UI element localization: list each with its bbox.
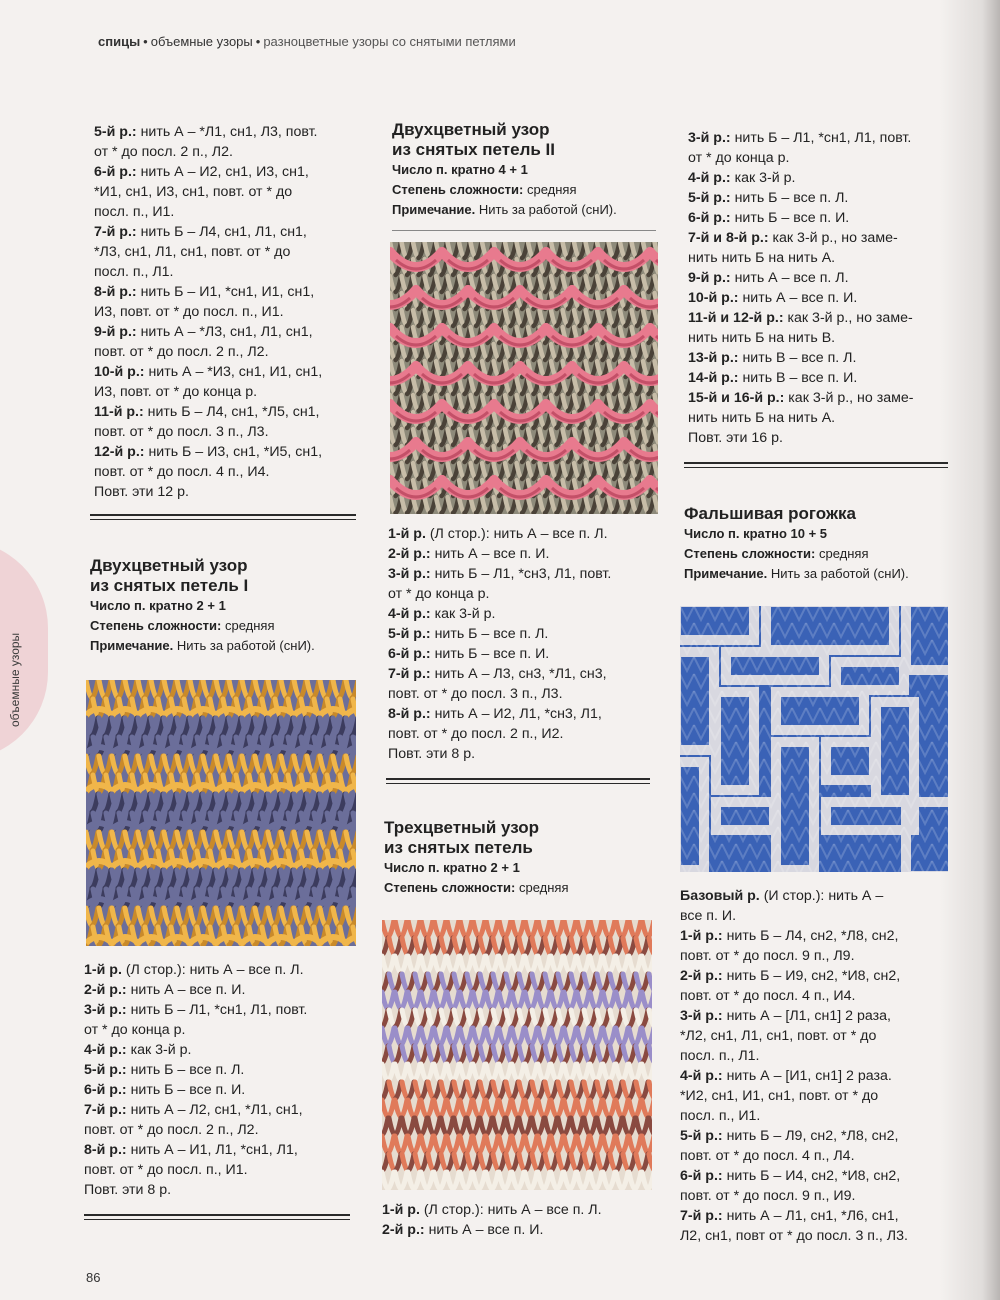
section-divider [84,1214,350,1220]
row-text: все п. И. [680,908,737,924]
instruction-line [680,886,908,906]
pattern-4-difficulty: средняя [815,546,869,561]
instruction-line [94,442,322,462]
row-text: повт. от * до посл. 3 п., Л3. [388,686,563,702]
pattern-2-instructions [388,524,611,764]
row-text: нить А – все п. Л. [730,270,849,286]
row-text: как 3-й р. [730,170,796,186]
row-label: 1-й р.: [680,928,723,944]
pattern-3-count: Число п. кратно 2 + 1 [384,860,520,875]
row-text: (Л стор.): нить А – все п. Л. [121,962,304,978]
row-text: Повт. эти 16 р. [688,430,783,446]
row-text: нить Б – Л1, *сн1, Л1, повт. [730,130,912,146]
instruction-line [388,664,611,684]
row-text: нить Б – все п. Л. [430,626,549,642]
instruction-line [680,1146,908,1166]
instruction-line [94,302,322,322]
row-label: 5-й р.: [84,1062,127,1078]
instruction-line [94,362,322,382]
instruction-line [688,328,913,348]
row-label: 6-й р.: [688,210,731,226]
pattern-4-knit-swatch [680,606,948,872]
row-label: 6-й р.: [680,1168,723,1184]
pattern-2-count: Число п. кратно 4 + 1 [392,162,528,177]
row-text: посл. п., Л1. [680,1048,760,1064]
pattern-4-title: Фальшивая рогожка [684,504,856,523]
row-text: нить А – все п. И. [126,982,246,998]
pattern-4-note: Нить за работой (снИ). [767,566,909,581]
pattern-2-knit-swatch [390,242,658,514]
instruction-line [680,1046,908,1066]
pattern-4-instructions [680,886,908,1246]
row-text: Повт. эти 8 р. [84,1182,172,1198]
row-label: 11-й р.: [94,404,144,420]
row-text: нить А – [Л1, сн1] 2 раза, [722,1008,891,1024]
continued-instructions-right [688,128,913,448]
instruction-line [688,308,913,328]
row-text: нить А – все п. И. [424,1222,544,1238]
row-label: 3-й р.: [680,1008,723,1024]
row-label: 4-й р.: [388,606,431,622]
row-text: нить А – *Л3, сн1, Л1, сн1, [136,324,313,340]
row-label: 7-й р.: [94,224,137,240]
row-text: И3, повт. от * до посл. п., И1. [94,304,284,320]
pattern-2-title-line-2: из снятых петель II [392,140,555,159]
instruction-line [688,348,913,368]
instruction-line [688,248,913,268]
instruction-line [688,408,913,428]
instruction-line [680,1126,908,1146]
row-text: нить Б – И3, сн1, *И5, сн1, [144,444,323,460]
instruction-line [84,1120,307,1140]
instruction-line [688,168,913,188]
pattern-4-note-label: Примечание. [684,566,768,581]
instruction-line [680,1086,908,1106]
instruction-line [680,986,908,1006]
row-label: 5-й р.: [388,626,431,642]
instruction-line [94,142,322,162]
row-text: нить В – все п. Л. [738,350,857,366]
row-label: Базовый р. [680,888,760,904]
row-text: нить нить Б на нить А. [688,250,836,266]
header-subsection: объемные узоры [150,34,253,49]
pattern-4-count: Число п. кратно 10 + 5 [684,526,828,541]
row-text: нить Б – Л4, сн1, Л1, сн1, [136,224,307,240]
pattern-1-note-label: Примечание. [90,638,174,653]
pattern-3-title-line-2: из снятых петель [384,838,533,857]
pattern-3-difficulty-label: Степень сложности: [384,880,516,895]
instruction-line [84,1040,307,1060]
page-number: 86 [86,1270,101,1285]
instruction-line [388,724,611,744]
row-text: повт. от * до посл. 3 п., Л3. [94,424,269,440]
pattern-4-difficulty-label: Степень сложности: [684,546,816,561]
row-text: (И стор.): нить А – [759,888,884,904]
row-text: *И2, сн1, И1, сн1, повт. от * до [680,1088,879,1104]
instruction-line [94,382,322,402]
side-tab-label: объемные узоры [8,632,22,728]
row-label: 2-й р.: [84,982,127,998]
instruction-line [94,242,322,262]
instruction-line [94,322,322,342]
row-text: нить Б – все п. Л. [126,1062,245,1078]
row-text: (Л стор.): нить А – все п. Л. [425,526,608,542]
row-text: нить А – Л2, сн1, *Л1, сн1, [126,1102,303,1118]
instruction-line [94,462,322,482]
row-text: нить А – Л1, сн1, *Л6, сн1, [722,1208,899,1224]
row-label: 6-й р.: [388,646,431,662]
pattern-3-header [384,818,569,898]
row-label: 13-й р.: [688,350,739,366]
header-chapter: разноцветные узоры со снятыми петлями [263,34,516,49]
instruction-line [84,1160,307,1180]
row-label: 1-й р. [382,1202,420,1218]
instruction-line [382,1200,602,1220]
row-text: посл. п., И1. [94,204,175,220]
row-text: нить А – все п. И. [430,546,550,562]
row-label: 11-й и 12-й р.: [688,310,784,326]
row-text: повт. от * до посл. 2 п., И2. [388,726,564,742]
row-label: 2-й р.: [388,546,431,562]
row-text: повт. от * до посл. 4 п., И4. [680,988,856,1004]
instruction-line [680,1026,908,1046]
row-text: как 3-й р., но заме- [783,310,913,326]
instruction-line [84,1080,307,1100]
row-label: 3-й р.: [688,130,731,146]
row-label: 1-й р. [84,962,122,978]
row-text: посл. п., И1. [680,1108,761,1124]
instruction-line [688,268,913,288]
row-text: нить Б – Л4, сн2, *Л8, сн2, [722,928,899,944]
row-label: 12-й р.: [94,444,145,460]
instruction-line [688,188,913,208]
instruction-line [688,208,913,228]
pattern-2-difficulty-label: Степень сложности: [392,182,524,197]
instruction-line [94,122,322,142]
row-text: Л2, сн1, повт от * до посл. 3 п., Л3. [680,1228,908,1244]
row-label: 7-й р.: [388,666,431,682]
row-label: 6-й р.: [84,1082,127,1098]
row-text: повт. от * до посл. 4 п., Л4. [680,1148,855,1164]
instruction-line [94,342,322,362]
instruction-line [94,182,322,202]
instruction-line [84,980,307,1000]
row-text: *Л2, сн1, Л1, сн1, повт. от * до [680,1028,877,1044]
row-text: нить А – И2, Л1, *сн3, Л1, [430,706,602,722]
instruction-line [688,368,913,388]
pattern-2-note-label: Примечание. [392,202,476,217]
row-label: 3-й р.: [388,566,431,582]
row-text: Повт. эти 8 р. [388,746,476,762]
instruction-line [680,1066,908,1086]
row-text: нить Б – Л9, сн2, *Л8, сн2, [722,1128,899,1144]
section-divider [684,462,948,468]
row-label: 2-й р.: [680,968,723,984]
instruction-line [388,544,611,564]
instruction-line [388,644,611,664]
row-label: 8-й р.: [388,706,431,722]
row-text: нить В – все п. И. [738,370,858,386]
instruction-line [84,1060,307,1080]
row-text: нить Б – И1, *сн1, И1, сн1, [136,284,315,300]
row-text: как 3-й р. [430,606,496,622]
row-label: 6-й р.: [94,164,137,180]
row-label: 9-й р.: [688,270,731,286]
row-text: нить Б – Л1, *сн1, Л1, повт. [126,1002,308,1018]
row-label: 10-й р.: [688,290,739,306]
row-label: 8-й р.: [84,1142,127,1158]
instruction-line [680,966,908,986]
instruction-line [94,262,322,282]
instruction-line [388,704,611,724]
pattern-4-header [684,504,909,584]
instruction-line [388,684,611,704]
instruction-line [94,482,322,502]
instruction-line [94,202,322,222]
instruction-line [94,282,322,302]
row-text: нить нить Б на нить А. [688,410,836,426]
row-text: от * до конца р. [84,1022,186,1038]
instruction-line [94,222,322,242]
pattern-3-title-line-1: Трехцветный узор [384,818,540,837]
pattern-2-title-line-1: Двухцветный узор [392,120,550,139]
row-text: нить нить Б на нить В. [688,330,836,346]
pattern-1-note: Нить за работой (снИ). [173,638,315,653]
row-text: нить Б – И9, сн2, *И8, сн2, [722,968,901,984]
pattern-1-title-line-2: из снятых петель I [90,576,249,595]
row-text: нить А – *Л1, сн1, Л3, повт. [136,124,318,140]
row-label: 9-й р.: [94,324,137,340]
instruction-line [94,422,322,442]
instruction-line [688,388,913,408]
instruction-line [84,1180,307,1200]
row-label: 5-й р.: [680,1128,723,1144]
instruction-line [680,906,908,926]
pattern-1-count: Число п. кратно 2 + 1 [90,598,226,613]
section-divider [386,778,650,784]
instruction-line [388,564,611,584]
row-text: нить А – *И3, сн1, И1, сн1, [144,364,323,380]
row-text: нить Б – все п. И. [430,646,550,662]
row-label: 8-й р.: [94,284,137,300]
pattern-1-difficulty-label: Степень сложности: [90,618,222,633]
instruction-line [680,1106,908,1126]
row-text: от * до конца р. [688,150,790,166]
row-text: как 3-й р. [126,1042,192,1058]
row-label: 1-й р. [388,526,426,542]
instruction-line [680,1166,908,1186]
pattern-2-header [392,120,617,220]
row-text: повт. от * до посл. 4 п., И4. [94,464,270,480]
pattern-1-knit-swatch [86,680,356,946]
instruction-line [84,1140,307,1160]
row-text: нить Б – И4, сн2, *И8, сн2, [722,1168,901,1184]
row-text: повт. от * до посл. 2 п., Л2. [84,1122,259,1138]
thin-divider [392,230,656,231]
instruction-line [382,1220,602,1240]
row-text: нить А – И1, Л1, *сн1, Л1, [126,1142,298,1158]
row-text: как 3-й р., но заме- [784,390,914,406]
instruction-line [94,162,322,182]
row-text: Повт. эти 12 р. [94,484,189,500]
instruction-line [84,960,307,980]
row-text: *И1, сн1, И3, сн1, повт. от * до [94,184,293,200]
instruction-line [680,926,908,946]
row-text: нить Б – все п. И. [730,210,850,226]
row-text: от * до конца р. [388,586,490,602]
instruction-line [688,228,913,248]
instruction-line [388,624,611,644]
row-label: 4-й р.: [680,1068,723,1084]
row-text: нить А – Л3, сн3, *Л1, сн3, [430,666,607,682]
instruction-line [388,584,611,604]
section-divider [90,514,356,520]
row-text: повт. от * до посл. п., И1. [84,1162,248,1178]
row-text: от * до посл. 2 п., Л2. [94,144,233,160]
row-label: 4-й р.: [688,170,731,186]
instruction-line [688,428,913,448]
instruction-line [680,1006,908,1026]
instruction-line [94,402,322,422]
instruction-line [688,128,913,148]
pattern-2-difficulty: средняя [523,182,577,197]
header-section: спицы [98,34,141,49]
instruction-line [388,524,611,544]
row-text: как 3-й р., но заме- [768,230,898,246]
row-text: нить Б – все п. И. [126,1082,246,1098]
pattern-1-header [90,556,315,656]
row-text: И3, повт. от * до конца р. [94,384,258,400]
continued-instructions-left [94,122,322,502]
book-spine-shadow [940,0,1000,1300]
row-text: нить Б – все п. Л. [730,190,849,206]
row-text: нить Б – Л4, сн1, *Л5, сн1, [143,404,320,420]
instruction-line [680,1206,908,1226]
row-label: 4-й р.: [84,1042,127,1058]
instruction-line [688,288,913,308]
row-text: нить А – [И1, сн1] 2 раза. [722,1068,892,1084]
row-text: нить Б – Л1, *сн3, Л1, повт. [430,566,612,582]
row-label: 3-й р.: [84,1002,127,1018]
row-label: 10-й р.: [94,364,145,380]
row-text: (Л стор.): нить А – все п. Л. [419,1202,602,1218]
row-label: 2-й р.: [382,1222,425,1238]
instruction-line [84,1100,307,1120]
pattern-1-title-line-1: Двухцветный узор [90,556,248,575]
pattern-2-note: Нить за работой (снИ). [475,202,617,217]
row-text: повт. от * до посл. 9 п., Л9. [680,948,855,964]
row-text: нить А – все п. И. [738,290,858,306]
row-text: *Л3, сн1, Л1, сн1, повт. от * до [94,244,291,260]
row-label: 15-й и 16-й р.: [688,390,785,406]
instruction-line [388,744,611,764]
pattern-3-knit-swatch [382,920,652,1190]
instruction-line [388,604,611,624]
pattern-1-difficulty: средняя [221,618,275,633]
pattern-3-instructions [382,1200,602,1240]
row-label: 7-й р.: [84,1102,127,1118]
pattern-1-instructions [84,960,307,1200]
row-label: 14-й р.: [688,370,739,386]
instruction-line [688,148,913,168]
instruction-line [84,1000,307,1020]
instruction-line [680,946,908,966]
instruction-line [84,1020,307,1040]
row-text: нить А – И2, сн1, И3, сн1, [136,164,309,180]
running-header: спицы • объемные узоры • разноцветные узоры со снятыми петлями [98,34,516,49]
instruction-line [680,1226,908,1246]
row-text: посл. п., Л1. [94,264,174,280]
instruction-line [680,1186,908,1206]
row-label: 5-й р.: [688,190,731,206]
row-text: повт. от * до посл. 9 п., И9. [680,1188,856,1204]
row-label: 7-й и 8-й р.: [688,230,769,246]
pattern-3-difficulty: средняя [515,880,569,895]
row-text: повт. от * до посл. 2 п., Л2. [94,344,269,360]
row-label: 7-й р.: [680,1208,723,1224]
row-label: 5-й р.: [94,124,137,140]
